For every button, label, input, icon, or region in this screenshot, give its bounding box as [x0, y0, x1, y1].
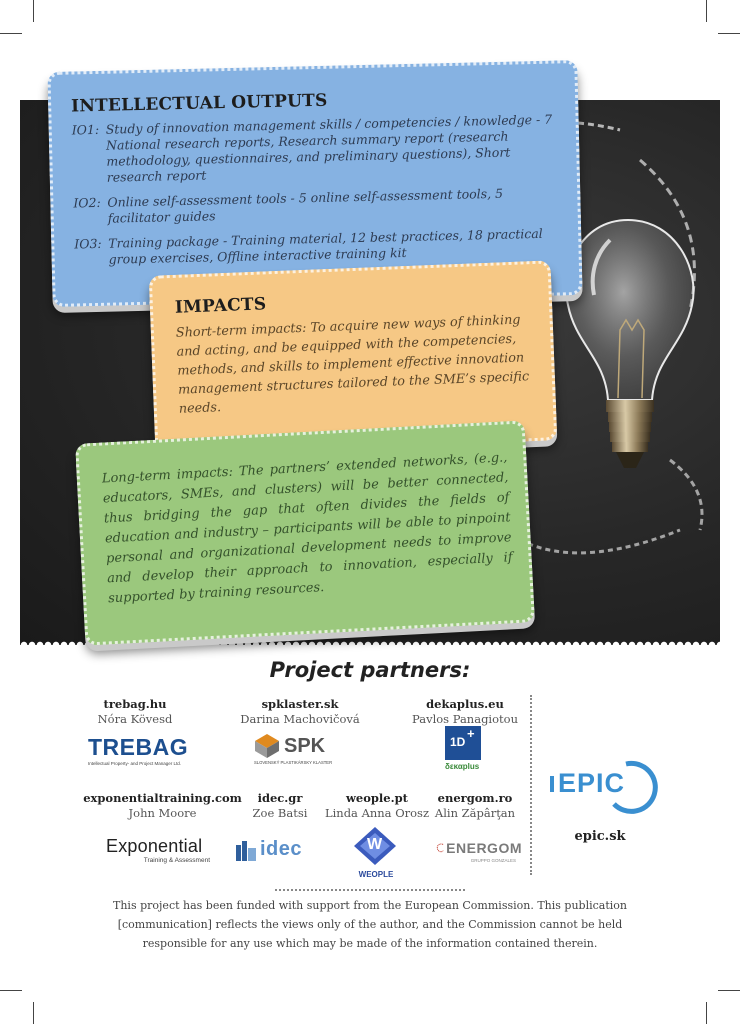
partner-domain: weople.pt [346, 791, 408, 805]
crop-mark [0, 990, 22, 991]
vertical-divider [530, 695, 532, 875]
impacts-title: IMPACTS [174, 294, 267, 318]
output-code: IO3: [74, 235, 102, 252]
dekaplus-plus-icon: + [467, 726, 475, 741]
epic-wordmark: EPIC [558, 768, 626, 798]
partner-domain: dekaplus.eu [426, 697, 504, 711]
partner-idec [235, 791, 325, 820]
spk-logo [254, 733, 354, 765]
output-text: Online self-assessment tools - 5 online self-assessment tools, 5 facilitator guides [107, 185, 504, 226]
partner-domain: energom.ro [437, 791, 513, 805]
partner-weople [322, 791, 432, 820]
disclaimer-text: This project has been funded with support from the European Commission. This publication [communication] reflects the views only of the author, and the Commission cannot be held responsible for any use which may be made of the information contained therein. [113, 899, 627, 950]
partner-person: Alin Zăpârţan [434, 806, 516, 820]
long-term-impacts-card [75, 420, 535, 645]
exponential-tagline: Training & Assessment [143, 857, 210, 864]
idec-logo [236, 838, 326, 861]
trebag-wordmark: TREBAG [88, 734, 189, 760]
partner-domain: exponentialtraining.com [83, 791, 242, 805]
output-item [73, 184, 564, 227]
output-item [72, 111, 563, 186]
partner-domain: spklaster.sk [261, 697, 339, 711]
crop-mark [706, 1002, 707, 1024]
crop-mark [718, 990, 740, 991]
partner-spk [225, 697, 375, 726]
idec-mark-icon [236, 839, 258, 861]
partner-domain: idec.gr [257, 791, 303, 805]
partner-domain: trebag.hu [103, 697, 167, 711]
output-code: IO1: [71, 121, 100, 138]
partner-exponential [80, 791, 245, 820]
partner-person: Zoe Batsi [252, 806, 308, 820]
idec-wordmark: idec [260, 838, 303, 860]
partner-person: Linda Anna Orosz [324, 806, 430, 820]
weople-mark: W [367, 836, 383, 853]
energom-wordmark: ENERGOM [446, 840, 522, 856]
dekaplus-wordmark: δεκαplus [445, 762, 480, 771]
crop-mark [718, 33, 740, 34]
weople-logo [352, 826, 400, 879]
output-text: Training package - Training material, 12 best practices, 18 practical group exercises, Offline interactive training kit [108, 225, 543, 267]
energom-swirl-icon [436, 838, 444, 858]
trebag-tagline: Intellectual Property- and Project Manager Ltd. [88, 761, 182, 766]
partner-person: John Moore [128, 806, 197, 820]
dekaplus-square [445, 726, 481, 760]
crop-mark [33, 0, 34, 22]
spk-wordmark: SPK [284, 734, 326, 757]
intellectual-outputs-title: INTELLECTUAL OUTPUTS [70, 90, 328, 117]
dekaplus-mark: 1D [450, 735, 466, 749]
spk-tagline: SLOVENSKÝ PLASTIKÁRSKY KLASTER [254, 760, 333, 765]
weople-wordmark: WEOPLE [358, 870, 394, 879]
partner-person: Nóra Kövesd [97, 712, 173, 726]
output-text: Study of innovation management skills / competencies / knowledge - 7 National research reports, Research summary report (research methodology, questionnaires, and preliminary questions), Short research report [105, 111, 553, 185]
long-term-impacts: Long-term impacts: The partners’ extended networks, (e.g., educators, SMEs, and clusters) will be better connected, thus bridging the gap that often divides the fields of education and industry – participants will be able to pinpoint personal and organizational development needs to improve and develop their approach to innovation, especially if supported by training resources. [101, 450, 513, 607]
epic-logo [548, 754, 658, 814]
energom-tagline: GRUPPO GONZALES [470, 858, 516, 863]
crop-mark [33, 1002, 34, 1024]
output-code: IO2: [73, 194, 101, 211]
partner-energom [428, 791, 522, 820]
short-term-impacts: Short-term impacts: To acquire new ways of thinking and acting, and be equipped with the competencies, methods, and skills to implement effective innovation management structures tailored to the SME’s specific needs. [175, 312, 530, 417]
epic-domain: epic.sk [574, 829, 626, 844]
crop-mark [0, 33, 22, 34]
exponential-wordmark: Exponential [106, 836, 203, 856]
energom-logo [436, 838, 522, 863]
crop-mark [706, 0, 707, 22]
partner-dekaplus [390, 697, 540, 726]
horizontal-divider [275, 889, 465, 891]
partner-trebag [60, 697, 210, 726]
dekaplus-logo [445, 726, 485, 771]
exponential-logo [106, 836, 216, 864]
partner-person: Pavlos Panagiotou [412, 712, 518, 726]
spk-cube-icon [254, 733, 280, 759]
partners-title: Project partners: [269, 658, 471, 682]
trebag-logo [88, 734, 188, 766]
partner-person: Darina Machovičová [240, 712, 360, 726]
